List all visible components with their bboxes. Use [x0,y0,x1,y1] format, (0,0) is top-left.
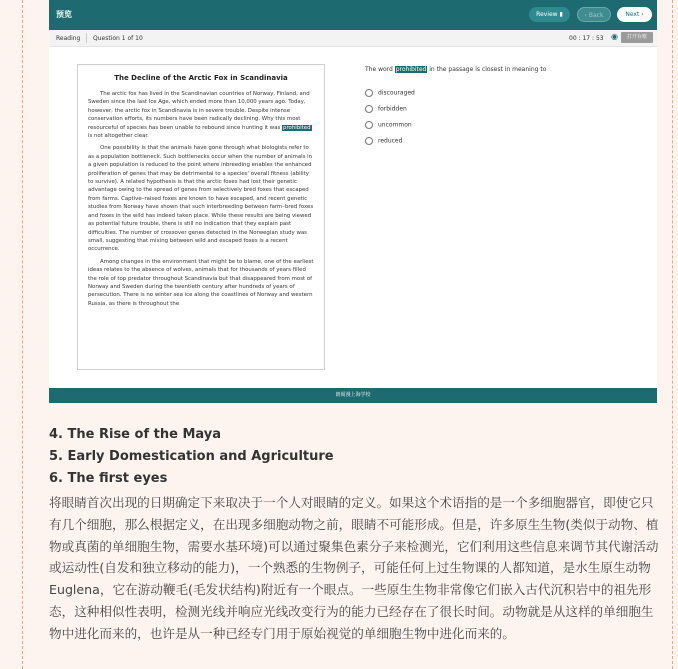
radio-button[interactable] [365,89,373,97]
highlighted-word: prohibited [283,124,311,131]
question-counter: Question 1 of 10 [93,35,143,42]
left-dashed-border [22,0,23,669]
radio-button[interactable] [365,105,373,113]
exam-screenshot [49,0,657,403]
radio-button[interactable] [365,137,373,145]
footer-bar: 朗阁漫上海学校 [49,388,657,403]
option-label: reduced [378,137,403,145]
option-label: uncommon [378,121,412,129]
article-heading: 6. The first eyes [49,471,168,486]
review-label: Review [536,11,558,18]
answer-option[interactable] [365,121,412,129]
reading-passage[interactable] [77,64,325,370]
section-label: Reading [56,35,81,42]
timer: 00 : 17 : 53 [569,35,604,42]
next-label: Next [625,11,640,18]
paragraph-text: is not altogether clear. [88,133,149,140]
article-heading: 5. Early Domestication and Agriculture [49,449,334,464]
eye-icon[interactable]: ◉ [611,32,618,41]
paragraph-text: The arctic fox has lived in the Scandinavian countries of Norway, Finland, and Sweden since the last Ice Age, which ended more than 10,000 years ago. Today, however, the arctic fox in Scandinavia is in severe trouble. Despite intense conservation efforts, its numbers have been radically declining. Why this most resourceful of species has been unable to rebound since hunting it was [88,91,310,131]
question-text: The word [365,66,395,73]
option-label: discouraged [378,89,415,97]
question-text: in the passage is closest in meaning to [427,66,547,73]
back-button[interactable] [577,7,611,22]
passage-paragraph [88,90,314,140]
chevron-left-icon: ‹ [584,12,587,19]
passage-title: The Decline of the Arctic Fox in Scandinavia [114,74,288,82]
article-heading: 4. The Rise of the Maya [49,427,222,442]
review-button[interactable] [529,7,570,22]
passage-paragraph: Among changes in the environment that might be to blame, one of the earliest ideas relates to the absence of wolves, animals that for thousands of years filled the role of top predator throughout Scandinavia but that disappeared from most of Norway and Sweden during the twentieth century after hundreds of years of persecution. There is no winter sea ice along the coastlines of Norway and western Russia, as there is throughout the [88,258,314,307]
question-highlighted-word: prohibited [395,66,427,73]
info-bar [49,30,657,47]
right-dashed-border [672,0,673,669]
question-prompt [365,66,546,73]
article-body: 将眼睛首次出现的日期确定下来取决于一个人对眼睛的定义。如果这个术语指的是一个多细胞器官，即使它只有几个细胞，那么根据定义，在出现多细胞动物之前，眼睛不可能形成。但是，许多原生生物(类似于动物、植物或真菌的单细胞生物，需要水基环境)可以通过聚集色素分子来检测光，它们利用这些信息来调节其代谢活动或运动性(自发和独立移动的能力)，一个熟悉的生物例子，可能任何上过生物课的人都知道，是水生原生动物Euglena，它在游动鞭毛(毛发状结构)附近有一个眼点。一些原生生物非常像它们嵌入古代沉积岩中的祖先形态，这种相似性表明，检测光线并响应光线改变行为的能力已经存在了很长时间。动物就是从这样的单细胞生物中进化而来的，也许是从一种已经专门用于原始视觉的单细胞生物中进化而来的。 [49,495,659,641]
radio-button[interactable] [365,121,373,129]
passage-paragraph: One possibility is that the animals have gone through what biologists refer to as a population bottleneck. Such bottlenecks occur when the number of animals in a given population is reduced to the point where inbreeding enables the enhanced proliferation of genes that may be detrimental to a species' overall fitness (ability to survive). A related hypothesis is that the arctic foxes had lost their genetic advantage owing to the spread of genes from selectively bred foxes that escaped from farms. Captive–raised foxes are known to have escaped, and recent genetic studies from Norway have shown that such interbreeding between farm–bred foxes and foxes in the wild has indeed taken place. While these results are being viewed as potential future trouble, there is still no indication that they explain past difficulties. The number of crossover genes detected in the Norwegian study was small, suggesting that mixing between wild and escaped foxes is a recent occurrence. [88,145,314,253]
answer-option[interactable] [365,89,415,97]
answer-option[interactable] [365,105,407,113]
exam-header [49,0,657,30]
answer-option[interactable] [365,137,402,145]
bookmark-icon: ▮ [559,11,563,18]
chevron-right-icon: › [641,11,644,18]
next-button[interactable] [617,7,652,22]
window-title: 预览 [56,10,72,19]
hide-timer-button[interactable]: 打开台框 [621,32,653,43]
back-label: Back [588,12,604,19]
option-label: forbidden [378,105,407,113]
divider [86,33,87,43]
